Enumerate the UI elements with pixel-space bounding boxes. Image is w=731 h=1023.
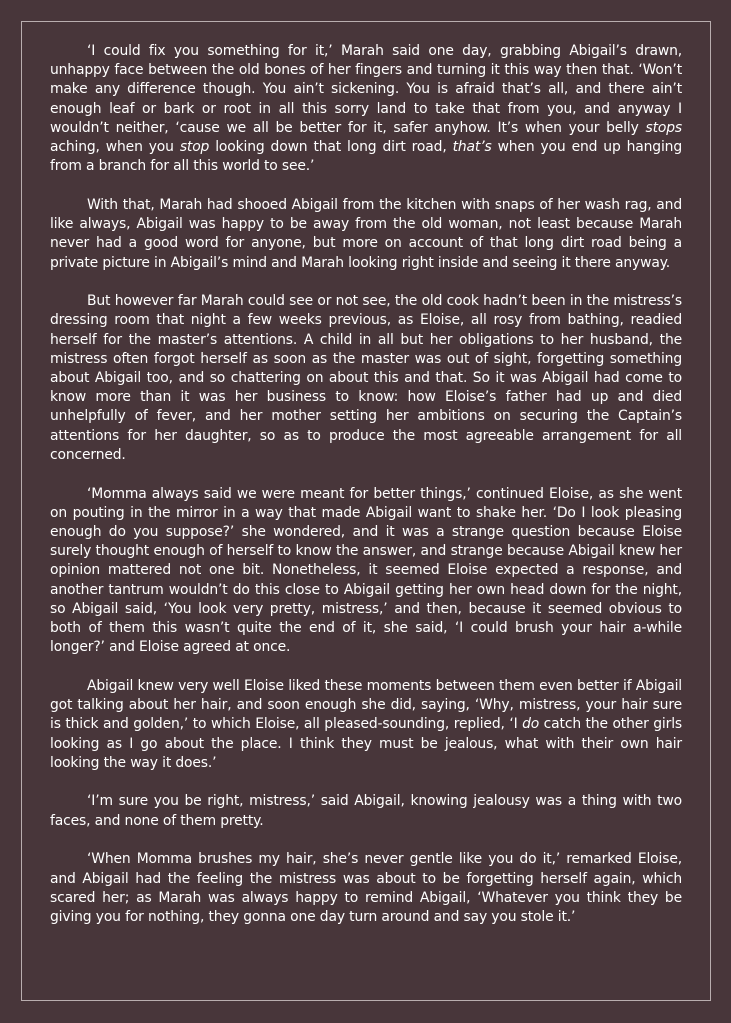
paragraph-5	[50, 677, 682, 773]
body-text	[50, 42, 682, 927]
paragraph-1	[50, 42, 682, 176]
paragraph-text: when you end up hanging from a branch for all this world to see.’	[50, 139, 682, 175]
emphasis-text: do	[522, 716, 540, 733]
paragraph-4	[50, 485, 682, 658]
paragraph-7	[50, 850, 682, 927]
paragraph-2	[50, 196, 682, 273]
paragraph-text: aching, when you	[50, 139, 180, 156]
paragraph-text: ‘I could fix you something for it,’ Marah said one day, grabbing Abigail’s drawn, unhappy face between the old bones of her fingers and turning it this way then that. ‘Won’t make any difference though. You ain’t sickening. You is afraid that’s all, and there ain’t enough leaf or bark or root in all this sorry land to take that from you, and anyway I wouldn’t neither, ‘cause we all be better for it, safer anyhow. It’s when your belly	[50, 43, 682, 136]
paragraph-text: ‘Momma always said we were meant for better things,’ continued Eloise, as she went on pouting in the mirror in a way that made Abigail want to shake her. ‘Do I look pleasing enough do you suppose?’ she wondered, and it was a strange question because Eloise surely thought enough of herself to know the answer, and strange because Abigail knew her opinion mattered not one bit. Nonetheless, it seemed Eloise expected a response, and another tantrum wouldn’t do this close to Abigail getting her own head down for the night, so Abigail said, ‘You look very pretty, mistress,’ and then, because it seemed obvious to both of them this wasn’t quite the end of it, she said, ‘I could brush your hair a-while longer?’ and Eloise agreed at once.	[50, 485, 682, 656]
paragraph-text: ‘I’m sure you be right, mistress,’ said Abigail, knowing jealousy was a thing with two faces, and none of them pretty.	[50, 793, 682, 829]
paragraph-3	[50, 292, 682, 465]
paragraph-text: ‘When Momma brushes my hair, she’s never gentle like you do it,’ remarked Eloise, and Abigail had the feeling the mistress was about to be forgetting herself again, which scared her; as Marah was always happy to remind Abigail, ‘Whatever you think they be giving you for nothing, they gonna one day turn around and say you stole it.’	[50, 851, 682, 925]
paragraph-6	[50, 792, 682, 830]
paragraph-text: But however far Marah could see or not see, the old cook hadn’t been in the mistress’s dressing room that night a few weeks previous, as Eloise, all rosy from bathing, readied herself for the master’s attentions. A child in all but her obligations to her husband, the mistress often forgot herself as soon as the master was out of sight, forgetting something about Abigail too, and so chattering on about this and that. So it was Abigail had come to know more than it was her business to know: how Eloise’s father had up and died unhelpfully of fever, and her mother setting her ambitions on securing the Captain’s attentions for her daughter, so as to produce the most agreeable arrangement for all concerned.	[50, 293, 682, 463]
paragraph-text: Abigail knew very well Eloise liked these moments between them even better if Abigail got talking about her hair, and soon enough she did, saying, ‘Why, mistress, your hair sure is thick and golden,’ to which Eloise, all pleased-sounding, replied, ‘I	[50, 677, 682, 733]
paragraph-text: With that, Marah had shooed Abigail from the kitchen with snaps of her wash rag, and like always, Abigail was happy to be away from the old woman, not least because Marah never had a good word for anyone, but more on account of that long dirt road being a private picture in Abigail’s mind and Marah looking right inside and seeing it there anyway.	[50, 196, 682, 271]
emphasis-text: stop	[179, 139, 210, 156]
emphasis-text: that’s	[452, 139, 492, 156]
emphasis-text: stops	[645, 119, 682, 136]
paragraph-text: catch the other girls looking as I go about the place. I think they must be jealous, what with their own hair looking the way it does.’	[50, 716, 682, 771]
paragraph-text: looking down that long dirt road,	[209, 139, 453, 156]
